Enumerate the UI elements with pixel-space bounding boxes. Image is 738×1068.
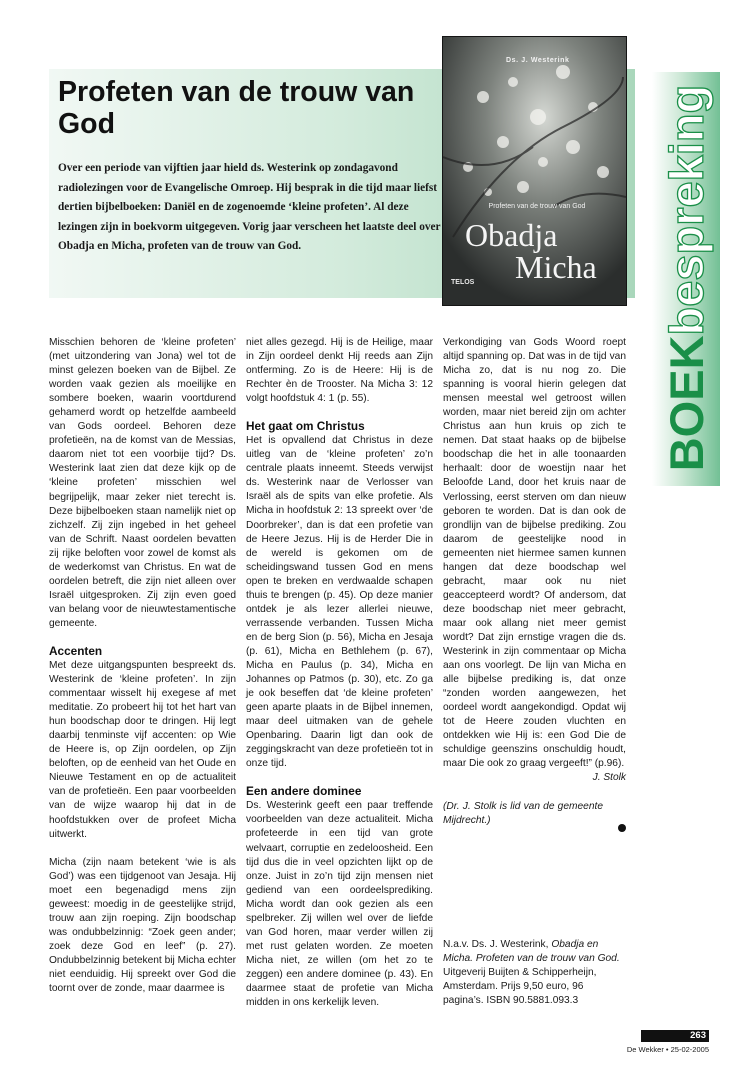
book-reference — [443, 938, 626, 1008]
book-reference-prefix: N.a.v. Ds. J. Westerink, — [443, 938, 552, 950]
section-label — [662, 85, 712, 472]
column-1 — [49, 336, 236, 996]
section-label-word1: BOEK — [660, 335, 713, 472]
book-cover-title-line2: Micha — [515, 249, 597, 285]
book-cover-series: Profeten van de trouw van God — [488, 203, 586, 210]
section-label-word2: bespreking — [660, 84, 713, 336]
author-note-block — [443, 800, 626, 828]
column1-paragraph: Met deze uitgangspunten bespreekt ds. Westerink de ‘kleine profeten’. In zijn commentaar wisselt hij exegese af met meditatie. Zo probeert hij tot het hart van hun boodschap door te dringen. Hij legt daarbij tenminste vijf accenten: op Wie de Heere is, op Zijn oordelen, op Zijn beloften, op de eenheid van het Oude en Nieuwe Testament en op de actualiteit van de profetieën. Een paar voorbeelden van de wijze waarop hij dat in de hoofdstukken over de profeet Micha uitwerkt. — [49, 659, 236, 840]
column-3 — [443, 336, 626, 1008]
column3-paragraph: Verkondiging van Gods Woord roept altijd spanning op. Dat was in de tijd van Micha zo, dat is nu nog zo. Die spanning is vooral hierin gelegen dat mensen meestal wel getroost willen worden, maar niet bereid zijn om achter Christus aan hun kruis op zich te nemen. Dat staat haaks op de bijbelse boodschap die het in alle toonaarden herhaalt: door de woestijn naar het Beloofde Land, door het kruis naar de Verlossing, eerst sterven om dan nieuw geboren te worden. Dat is dan ook de grondlijn van de bijbelse prediking. Zou daarom de geestelijke nood in gemeenten niet hiermee samen kunnen hangen dat deze boodschap wel gebracht, maar ook nu niet geaccepteerd wordt? Of andersom, dat deze boodschap niet meer gebracht, maar ook allang niet meer gemist wordt? Dat zijn ernstige vragen die ds. Westerink in zijn commentaar op Micha aan ons voorlegt. De lijn van Micha en alle bijbelse prediking is, dat onze “zonden worden aangewezen, het oordeel wordt aangekondigd. Opdat wij tot de Heere zouden vluchten en ontdekken wie Hij is: een God Die de schuldige geenszins onschuldig houdt, maar Die ook zo graag vergeeft!” (p.96). — [443, 337, 626, 770]
column1-heading: Accenten — [49, 643, 103, 658]
book-cover — [443, 37, 626, 305]
book-cover-title-line1: Obadja — [465, 217, 558, 253]
book-cover-publisher: TELOS — [451, 279, 475, 286]
page-number: 263 — [641, 1030, 709, 1042]
end-bullet-icon — [618, 824, 626, 832]
column2-paragraph: Ds. Westerink geeft een paar treffende voorbeelden van deze actualiteit. Micha profeteerde in een tijd van grote welvaart, corruptie en zedeloosheid. Een tijd dus die in veel opzichten lijkt op de onze. Juist in zo’n tijd zijn mensen niet gediend van een oordeelsprediking. Micha wordt dan ook gezien als een spelbreker. Zij willen wel over de liefde van God horen, maar verder willen zij met rust gelaten worden. Ze moeten Micha niet, ze willen (om het zo te zeggen) een andere dominee (p. 43). En daarmee staat de profetie van Micha midden in ons kerkelijk leven. — [246, 800, 433, 1009]
book-reference-details: Uitgeverij Buijten & Schipperheijn, Amsterdam. Prijs 9,50 euro, 96 pagina’s. ISBN 90.5881.093.3 — [443, 966, 597, 1006]
publication-footer: De Wekker • 25-02-2005 — [626, 1045, 709, 1054]
column1-paragraph: Micha (zijn naam betekent ‘wie is als God’) was een tijdgenoot van Jesaja. Hij moet een begenadigd mens zijn geweest: moedig in de geestelijke strijd, trouw aan zijn roeping. Zijn boodschap was ondubbelzinnig: “Zoek geen ander; zoek deze God en leef” (p. 27). Ondubbelzinnig betekent bij Micha echter niet eenduidig. Hij spreekt over God die toornt over de zonde, maar daarmee is — [49, 856, 236, 995]
column1-paragraph: Misschien behoren de ‘kleine profeten’ (met uitzondering van Jona) wel tot de minst gelezen boeken van de Bijbel. Ze worden vaak gezien als moeilijke en sombere boeken, waarin voortdurend gehamerd wordt op hetzelfde aambeeld van Gods oordeel. Behoren deze profetieën, na de komst van de Messias, daarom niet tot een voorbije tijd? Ds. Westerink laat zien dat deze kijk op de ‘kleine profeten’ misschien wel begrijpelijk, maar zeker niet terecht is. Deze bijbelboeken staan namelijk niet op zichzelf. Zij zijn ingebed in het geheel van de Schrift. Naast oordelen bevatten zij rijke beloften voor zowel de komst als de wederkomst van Christus. En wat de oordelen betreft, die zijn niet alleen over Israël uitgesproken. Zij zijn even goed van belang voor de nieuwtestamentische gemeente. — [49, 337, 236, 629]
column2-heading: Een andere dominee — [246, 784, 362, 799]
author-signature: J. Stolk — [592, 772, 626, 784]
column-2 — [246, 336, 433, 1010]
book-reference-text — [443, 938, 626, 966]
book-reference-title: Obadja en Micha. Profeten van de trouw van God. — [443, 938, 620, 964]
author-note: (Dr. J. Stolk is lid van de gemeente Mijdrecht.) — [443, 800, 603, 826]
column2-heading: Het gaat om Christus — [246, 419, 365, 434]
column2-paragraph: Het is opvallend dat Christus in deze uitleg van de ‘kleine profeten’ zo’n centrale plaats inneemt. Steeds verwijst ds. Westerink naar de Verlosser van Israël als de spits van elke profetie. Als Micha in hoofdstuk 2: 13 spreekt over ‘de Doorbreker’, dan is dat een profetie van de Heere Jezus. Hij is de Herder Die in de wereld is gekomen om de scheidingswand tussen God en mens open te breken en verdwaalde schapen thuis te brengen (p. 45). Op deze manier ontdek je als lezer allerlei nieuwe, verrassende verbanden. Tussen Micha en de berg Sion (p. 56), Micha en Jesaja (p. 61), Micha en Bethlehem (p. 67), Micha en Paulus (p. 34), Micha en Johannes op Patmos (p. 30), etc. Zo ga je ook beseffen dat ‘de kleine profeten’ geen aparte plaats in de Bijbel innemen, maar deel uitmaken van de gehele Openbaring. Daarin ligt dan ook de zeggingskracht van deze profetieën tot in onze tijd. — [246, 435, 433, 770]
book-cover-author: Ds. J. Westerink — [506, 57, 570, 64]
column2-paragraph: niet alles gezegd. Hij is de Heilige, maar in Zijn oordeel denkt Hij reeds aan Zijn ontferming. Zo is de Heere: Hij is de Rechter èn de Trooster. Na Micha 3: 12 volgt hoofdstuk 4: 1 (p. 55). — [246, 337, 433, 405]
article-intro: Over een periode van vijftien jaar hield ds. Westerink op zondagavond radiolezingen voor de Evangelische Omroep. Hij besprak in die tijd maar liefst dertien bijbelboeken: Daniël en de zogenoemde ‘kleine profeten’. Al deze lezingen zijn in boekvorm uitgegeven. Vorig jaar verscheen het laatste deel over Obadja en Micha, profeten van de trouw van God. — [58, 162, 441, 253]
article-title: Profeten van de trouw van God — [58, 76, 415, 140]
